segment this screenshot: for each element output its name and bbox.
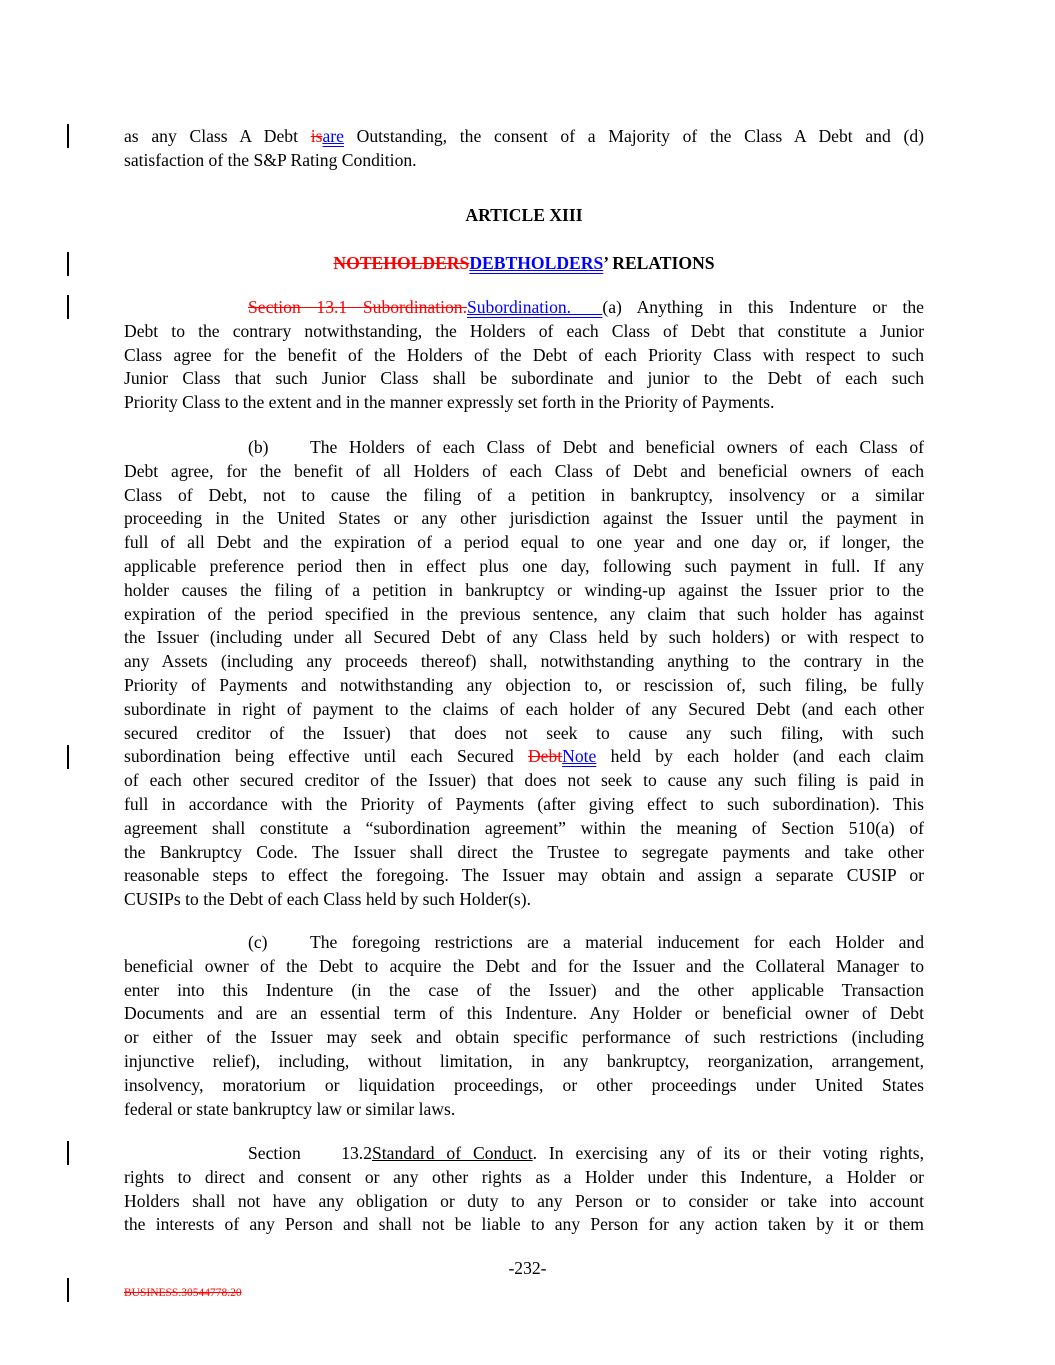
deleted-section-heading: Section 13.1 Subordination.: [248, 297, 467, 317]
document-id-deleted: BUSINESS.30544778.20: [124, 1287, 242, 1299]
text-line: the Issuer (including under all Secured Debt of any Class held by such holders) or with respect to: [124, 627, 924, 648]
intro-paragraph: [124, 125, 924, 173]
article-number: ARTICLE XIII: [465, 205, 583, 225]
section-number: Section 13.2: [248, 1143, 372, 1163]
text-line: federal or state bankruptcy law or similar laws.: [124, 1098, 456, 1119]
para-label: (c): [248, 932, 268, 952]
inserted-text: Note: [562, 746, 597, 767]
change-bar: [67, 295, 69, 319]
text-run: The foregoing restrictions are a material inducement for each Holder and: [310, 932, 924, 952]
text-line: agreement shall constitute a “subordination agreement” within the meaning of Section 510(a) of: [124, 817, 924, 838]
text-line: CUSIPs to the Debt of each Class held by such Holder(s).: [124, 889, 532, 910]
text-run: The Holders of each Class of Debt and beneficial owners of each Class of: [310, 437, 924, 457]
change-bar: [67, 1278, 69, 1302]
text-line: Class agree for the benefit of the Holders of the Debt of each Priority Class with respect to such: [124, 344, 924, 365]
text-line: satisfaction of the S&P Rating Condition.: [124, 149, 417, 170]
text-line: expiration of the period specified in the previous sentence, any claim that such holder has against: [124, 603, 924, 624]
deleted-title: NOTEHOLDERS: [333, 253, 470, 273]
text-line: reasonable steps to effect the foregoing. The Issuer may obtain and assign a separate CUSIP or: [124, 865, 924, 886]
text-line: Holders shall not have any obligation or duty to any Person or to consider or take into account: [124, 1190, 924, 1211]
text-run: as any Class A Debt: [124, 126, 311, 146]
para-label: (a): [602, 297, 622, 317]
text-line: the interests of any Person and shall not be liable to any Person for any action taken by it or them: [124, 1214, 924, 1235]
para-label: (b): [248, 437, 269, 457]
text-line: insolvency, moratorium or liquidation proceedings, or other proceedings under United States: [124, 1074, 924, 1095]
text-line: or either of the Issuer may seek and obtain specific performance of such restrictions (including: [124, 1027, 924, 1048]
section-heading: Standard of Conduct: [372, 1143, 533, 1163]
text-line: full of all Debt and the expiration of a period equal to one year and one day or, if longer, the: [124, 532, 924, 553]
text-line: Priority Class to the extent and in the manner expressly set forth in the Priority of Payments.: [124, 392, 775, 413]
section-13-1-para-b: [124, 436, 924, 912]
text-line: beneficial owner of the Debt to acquire the Debt and for the Issuer and the Collateral Manager to: [124, 955, 924, 976]
text-line: any Assets (including any proceeds thereof) shall, notwithstanding anything to the contrary in the: [124, 651, 924, 672]
text-line: enter into this Indenture (in the case of the Issuer) and the other applicable Transaction: [124, 979, 924, 1000]
page-number: -232-: [508, 1258, 547, 1278]
text-line: Debt to the contrary notwithstanding, the Holders of each Class of Debt that constitute a Junior: [124, 320, 924, 341]
text-line: holder causes the filing of a petition in bankruptcy or winding-up against the Issuer prior to the: [124, 579, 924, 600]
inserted-text: are: [322, 126, 344, 146]
change-bar: [67, 124, 69, 148]
text-line: secured creditor of the Issuer) that does not seek to cause any such filing, with such: [124, 722, 924, 743]
deleted-text: is: [310, 126, 323, 146]
section-13-2: [124, 1142, 924, 1237]
text-run: . In exercising any of its or their voting rights,: [532, 1143, 924, 1163]
section-13-1-para-c: [124, 931, 924, 1121]
change-bar: [67, 252, 69, 276]
section-13-1-para-a: [124, 296, 924, 415]
text-run: Anything in this Indenture or the: [621, 297, 924, 317]
text-run: held by each holder (and each claim: [596, 746, 924, 767]
text-line: Priority of Payments and notwithstanding any objection to, or rescission of, such filing, be fully: [124, 674, 924, 695]
text-line: rights to direct and consent or any other rights as a Holder under this Indenture, a Holder or: [124, 1166, 924, 1187]
text-line: Class of Debt, not to cause the filing of a petition in bankruptcy, insolvency or a similar: [124, 484, 924, 505]
article-title: [124, 251, 924, 275]
text-line: proceeding in the United States or any other jurisdiction against the Issuer until the payment in: [124, 508, 924, 529]
title-suffix: ’ RELATIONS: [603, 253, 715, 273]
inserted-section-heading: Subordination.: [466, 297, 603, 317]
deleted-text: Debt: [527, 746, 563, 767]
change-bar: [67, 745, 69, 769]
text-line: subordinate in right of payment to the claims of each holder of any Secured Debt (and each other: [124, 698, 924, 719]
text-line: of each other secured creditor of the Issuer) that does not seek to cause any such filing is paid in: [124, 770, 924, 791]
text-run: Outstanding, the consent of a Majority of the Class A Debt and (d): [343, 126, 925, 146]
change-bar: [67, 1141, 69, 1165]
text-line: Documents and are an essential term of this Indenture. Any Holder or beneficial owner of Debt: [124, 1003, 924, 1024]
text-line: injunctive relief), including, without limitation, in any bankruptcy, reorganization, arrangement,: [124, 1050, 924, 1071]
text-line: Debt agree, for the benefit of all Holders of each Class of Debt and beneficial owners of each: [124, 460, 924, 481]
text-line: the Bankruptcy Code. The Issuer shall direct the Trustee to segregate payments and take other: [124, 841, 924, 862]
text-line: Junior Class that such Junior Class shall be subordinate and junior to the Debt of each such: [124, 368, 924, 389]
inserted-title: DEBTHOLDERS: [469, 253, 604, 273]
text-line: applicable preference period then in effect plus one day, following such payment in full. If any: [124, 555, 924, 576]
text-line: full in accordance with the Priority of Payments (after giving effect to such subordination). This: [124, 793, 924, 814]
text-run: subordination being effective until each Secured: [124, 746, 528, 767]
